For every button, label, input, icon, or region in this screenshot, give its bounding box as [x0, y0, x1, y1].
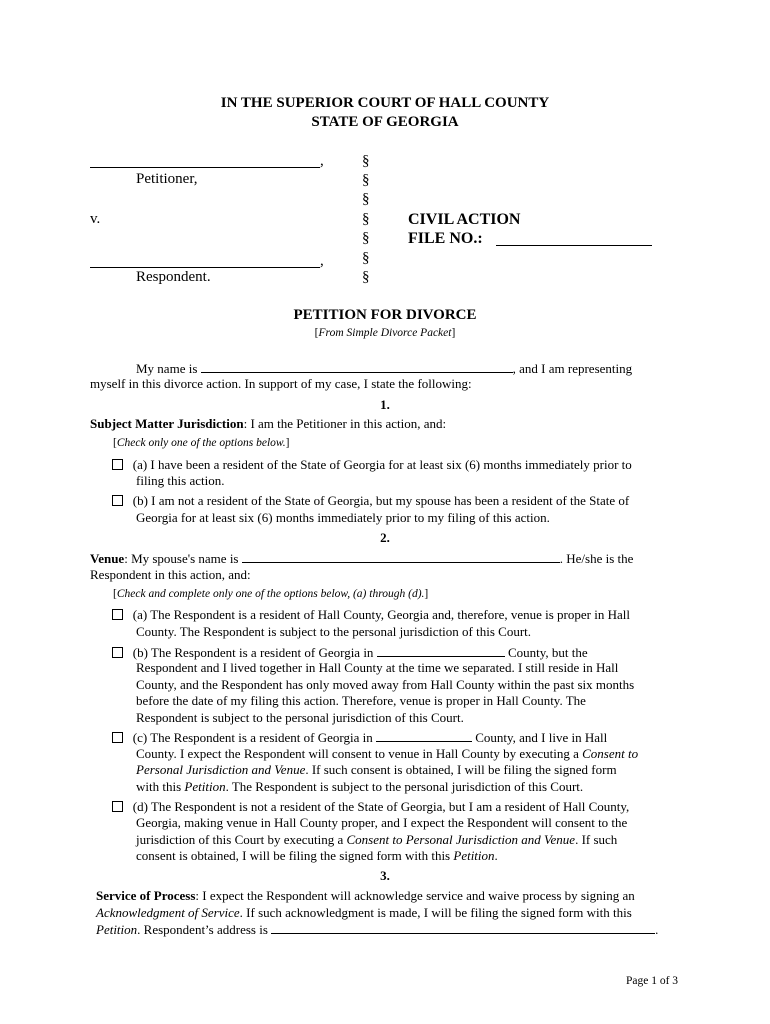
section-1-option-b[interactable]: (b) I am not a resident of the State of Georgia, but my spouse has been a resident of the State of — [112, 493, 629, 510]
section-mark: § — [362, 211, 370, 227]
civil-action-label: CIVIL ACTION — [408, 211, 521, 228]
section-mark: § — [362, 269, 370, 285]
section-2-option-b-l3: County, and the Respondent has only moved away from Hall County within the past six months — [136, 677, 635, 692]
section-2-option-d[interactable]: (d) The Respondent is not a resident of the State of Georgia, but I am a resident of Hall County, — [112, 799, 629, 816]
section-2-option-b-l2: Respondent and I lived together in Hall County at the time we separated. I still reside in Hall — [136, 660, 619, 675]
document-subtitle: [From Simple Divorce Packet] — [314, 327, 456, 339]
section-2-option-b-l5: Respondent is subject to the personal jurisdiction of this Court. — [136, 710, 464, 725]
petitioner-label: Petitioner, — [136, 171, 198, 187]
section-mark: § — [362, 191, 370, 207]
section-2-number: 2. — [380, 530, 390, 545]
section-2-option-b[interactable]: (b) The Respondent is a resident of Georgia in County, but the — [112, 644, 588, 662]
file-no-blank[interactable] — [496, 245, 652, 246]
checkbox-1b[interactable] — [112, 495, 123, 506]
county-blank-c[interactable] — [376, 729, 472, 742]
section-2-option-b-l4: before the date of my filing this action. Therefore, venue is proper in Hall County. The — [136, 693, 586, 708]
checkbox-1a[interactable] — [112, 459, 123, 470]
respondent-label: Respondent. — [136, 269, 211, 285]
section-1-option-a-cont: filing this action. — [136, 473, 225, 488]
section-1-heading: Subject Matter Jurisdiction: I am the Petitioner in this action, and: — [90, 416, 447, 431]
section-2-option-d-l2: Georgia, making venue in Hall County proper, and I expect the Respondent will consent to the — [136, 815, 628, 830]
spouse-name-blank[interactable] — [242, 550, 560, 563]
court-heading: IN THE SUPERIOR COURT OF HALL COUNTY — [220, 95, 550, 111]
respondent-address-blank[interactable] — [271, 921, 655, 934]
section-2-instruction: [Check and complete only one of the options below, (a) through (d).] — [113, 588, 429, 600]
checkbox-2a[interactable] — [112, 609, 123, 620]
section-3-line-1: Service of Process: I expect the Respondent will acknowledge service and waive process by signing an — [96, 888, 635, 903]
section-1-option-a[interactable]: (a) I have been a resident of the State of Georgia for at least six (6) months immediately prior to — [112, 457, 632, 474]
state-heading: STATE OF GEORGIA — [311, 114, 459, 130]
section-3-line-2: Acknowledgment of Service. If such acknowledgment is made, I will be filing the signed form with this — [96, 905, 632, 920]
section-2-option-c[interactable]: (c) The Respondent is a resident of Georgia in County, and I live in Hall — [112, 729, 607, 747]
petitioner-name-blank[interactable] — [90, 167, 320, 168]
section-2-option-d-l3: jurisdiction of this Court by executing a Consent to Personal Jurisdiction and Venue. If such — [136, 832, 618, 847]
section-2-option-c-l3: Personal Jurisdiction and Venue. If such consent is obtained, I will be filing the signed form — [136, 762, 617, 777]
checkbox-2d[interactable] — [112, 801, 123, 812]
section-3-number: 3. — [380, 868, 390, 883]
section-mark: § — [362, 172, 370, 188]
section-1-instruction: [Check only one of the options below.] — [113, 437, 290, 449]
page-number: Page 1 of 3 — [626, 975, 679, 987]
section-2-line-2: Respondent in this action, and: — [90, 567, 251, 582]
file-no-label: FILE NO.: — [408, 230, 483, 247]
section-2-option-c-l2: County. I expect the Respondent will consent to venue in Hall County by executing a Consent to — [136, 746, 639, 761]
intro-line-1: My name is , and I am representing — [136, 361, 633, 376]
section-2-option-c-l4: with this Petition. The Respondent is subject to the personal jurisdiction of this Court. — [136, 779, 584, 794]
section-3-line-3: Petition. Respondent’s address is . — [96, 922, 659, 937]
section-2-option-a-cont: County. The Respondent is subject to the personal jurisdiction of this Court. — [136, 624, 532, 639]
versus-label: v. — [90, 211, 101, 227]
section-2-option-d-l4: consent is obtained, I will be filing the signed form with this Petition. — [136, 848, 498, 863]
section-mark: § — [362, 250, 370, 266]
my-name-blank[interactable] — [201, 360, 513, 373]
section-2-heading: Venue: My spouse's name is . He/she is the — [90, 551, 634, 566]
intro-line-2: myself in this divorce action. In support of my case, I state the following: — [90, 376, 472, 391]
checkbox-2c[interactable] — [112, 732, 123, 743]
document-title: PETITION FOR DIVORCE — [293, 307, 477, 323]
comma: , — [320, 253, 324, 269]
section-mark: § — [362, 230, 370, 246]
section-2-option-a[interactable]: (a) The Respondent is a resident of Hall County, Georgia and, therefore, venue is proper in Hall — [112, 607, 630, 624]
county-blank-b[interactable] — [377, 644, 505, 657]
section-1-option-b-cont: Georgia for at least six (6) months immediately prior to my filing of this action. — [136, 510, 550, 525]
checkbox-2b[interactable] — [112, 647, 123, 658]
comma: , — [320, 153, 324, 169]
section-mark: § — [362, 153, 370, 169]
respondent-name-blank[interactable] — [90, 267, 320, 268]
section-1-number: 1. — [380, 397, 390, 412]
